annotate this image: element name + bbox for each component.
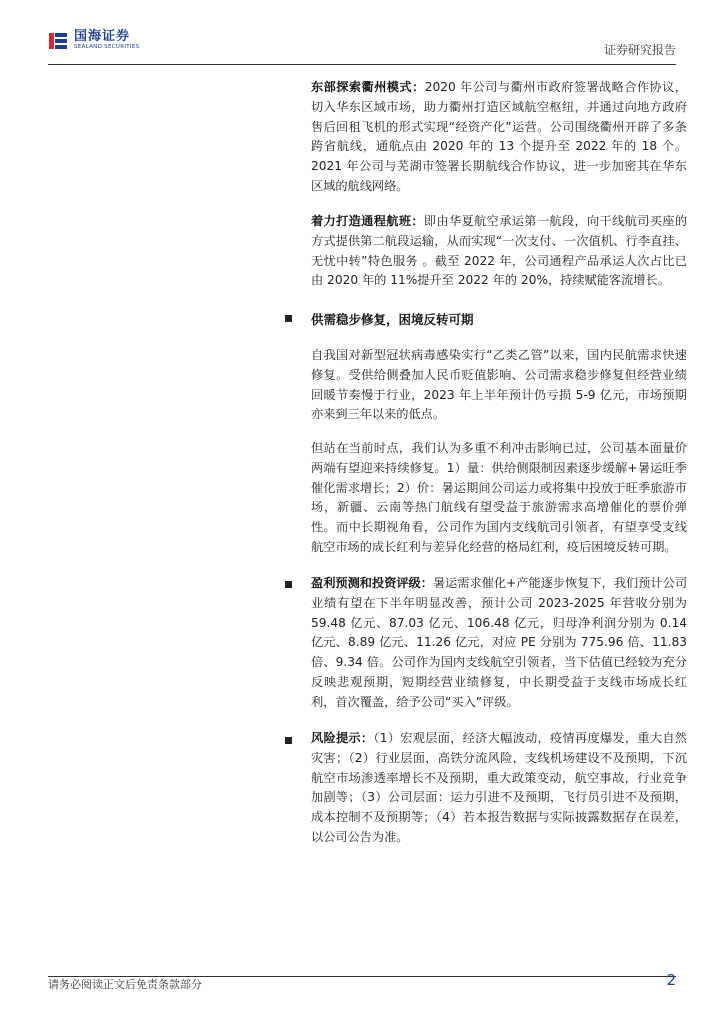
logo-chinese-name: 国海证券: [74, 29, 131, 44]
section-bullet-icon: [285, 315, 292, 322]
paragraph-text: （1）宏观层面，经济大幅波动，疫情再度爆发，重大自然灾害；（2）行业层面，高铁分流风险，支线机场建设不及预期，下沉航空市场渗透率增长不及预期，重大政策变动，航空事故，行业竞争加剧等；（3）公司层面：运力引进不及预期，飞行员引进不及预期，成本控制不及预期等；（4）若本报告数据与实际披露数据存在误差，以公司公告为准。: [311, 731, 687, 844]
forecast-bullet-icon: [285, 581, 292, 588]
paragraph-lead: 东部探索衢州模式：: [311, 80, 425, 94]
paragraph-forecast-rating: [311, 574, 687, 713]
paragraph-turnaround: [311, 439, 687, 558]
report-type-label: 证券研究报告: [603, 43, 676, 57]
paragraph-text: 即由华夏航空承运第一航段，向干线航司买座的方式提供第二航段运输，从而实现“一次支付、一次值机、行李直挂、无忧中转”特色服务 。截至 2022 年，公司通程产品承运人次占比已由 2020 年的 11%提升至 2022 年的 20%，持续赋能客流增长。: [311, 214, 688, 288]
paragraph-demand-recovery: [311, 346, 687, 425]
paragraph-text: 自我国对新型冠状病毒感染实行“乙类乙管”以来，国内民航需求快速修复。受供给侧叠加人民币贬值影响、公司需求稳步修复但经营业绩回暖节奏慢于行业，2023 年上半年预计仍亏损 5-9 亿元，市场预期亦来到三年以来的低点。: [311, 348, 687, 422]
company-logo: [48, 30, 139, 51]
paragraph-text: 暑运需求催化+产能逐步恢复下，我们预计公司业绩有望在下半年明显改善，预计公司 2023-2025 年营收分别为 59.48 亿元、87.03 亿元、106.48 亿元，归母净利润分别为 0.14 亿元、8.89 亿元、11.26 亿元，对应 PE 分别为 775.96 倍、11.83 倍、9.34 倍。公司作为国内支线航空引领者，当下估值已经较为充分反映悲观预期，短期经营业绩修复，中长期受益于支线市场成长红利，首次覆盖，给予公司“买入”评级。: [311, 576, 688, 709]
disclaimer-note: 请务必阅读正文后免责条款部分: [48, 978, 202, 991]
sealand-logo-icon: [48, 31, 68, 51]
section-title: 供需稳步修复，困境反转可期: [311, 312, 474, 327]
paragraph-lead: 着力打造通程航班：: [311, 214, 424, 228]
risk-bullet-icon: [285, 737, 292, 744]
logo-english-name: SEALAND SECURITIES: [74, 44, 140, 50]
paragraph-through-flights: [311, 212, 687, 291]
paragraph-quzhou-model: [311, 78, 687, 197]
paragraph-lead: 盈利预测和投资评级：: [311, 576, 433, 590]
paragraph-text: 2020 年公司与衢州市政府签署战略合作协议，切入华东区域市场，助力衢州打造区域航空枢纽，并通过向地方政府售后回租飞机的形式实现“经资产化”运营。公司围绕衢州开辟了多条跨省航线，通航点由 2020 年的 13 个提升至 2022 年的 18 个。2021 年公司与芜湖市签署长期航线合作协议，进一步加密其在华东区域的航线网络。: [311, 80, 687, 193]
paragraph-text: 但站在当前时点，我们认为多重不利冲击影响已过，公司基本面量价两端有望迎来持续修复。1）量：供给侧限制因素逐步缓解+暑运旺季催化需求增长；2）价：暑运期间公司运力或将集中投放于旺季旅游市场，新疆、云南等热门航线有望受益于旅游需求高增催化的票价弹性。而中长期视角看，公司作为国内支线航司引领者，有望享受支线航空市场的成长红利与差异化经营的格局红利，疫后困境反转可期。: [311, 441, 687, 554]
header-divider: [48, 64, 676, 65]
paragraph-risk-warning: [311, 729, 687, 848]
paragraph-lead: 风险提示：: [311, 731, 374, 745]
page-header: [48, 27, 676, 65]
page-number: 2: [666, 971, 676, 989]
